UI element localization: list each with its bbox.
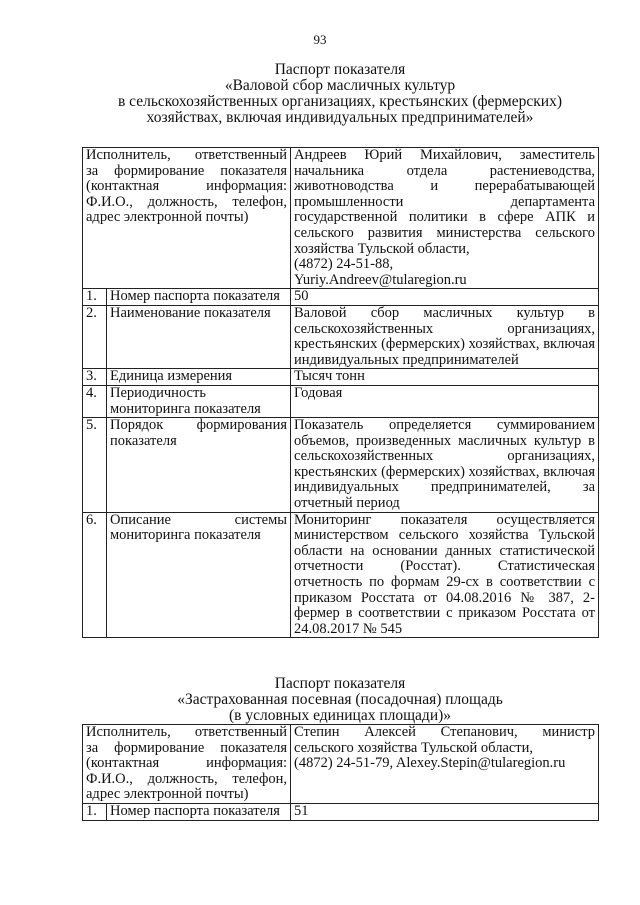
row-number: 4. [83, 385, 107, 417]
executor-label-line: за формирование показателя [86, 739, 288, 756]
executor-value-line: государственной политики в сфере АПК и [294, 209, 596, 226]
page-number: 93 [313, 32, 327, 47]
row-value: Годовая [291, 385, 599, 417]
title-line: Паспорт показателя [274, 675, 406, 692]
executor-value-line: животноводства и перерабатывающей [294, 178, 596, 195]
table-row [83, 289, 599, 306]
row-number: 1. [83, 803, 107, 820]
table-row [83, 418, 599, 513]
table-row [83, 305, 599, 368]
row-label: Наименование показателя [107, 305, 291, 368]
row-label: Описание системы мониторинга показателя [107, 512, 291, 638]
row-label: Номер паспорта показателя [107, 289, 291, 306]
table-row [83, 803, 599, 820]
executor-label-line: за формирование показателя [86, 162, 288, 179]
row-number: 1. [83, 289, 107, 306]
row-value: Тысяч тонн [291, 369, 599, 386]
row-value: Мониторинг показателя осуществляется министерством сельского хозяйства Тульской области на основании данных статистической отчетности (Росстат). Статистическая отчетность по формам 29-сх в соответствии с приказом Росстата от 04.08.2016 № 387, 2-фермер в соответствии с приказом Росстата от 24.08.2017 № 545 [291, 512, 599, 638]
executor-label-line: адрес электронной почты) [86, 209, 249, 226]
executor-label-line: (контактная информация: [86, 178, 288, 195]
title-line: (в условных единицах площади)» [228, 707, 452, 724]
executor-value [291, 725, 599, 804]
executor-label-line: адрес электронной почты) [86, 786, 249, 803]
executor-row [83, 725, 599, 804]
executor-label [83, 725, 291, 804]
title-line: в сельскохозяйственных организациях, крестьянских (фермерских) [117, 93, 562, 110]
table-row [83, 385, 599, 417]
executor-value-line: сельского развития министерства сельского [294, 224, 596, 241]
table-row [83, 369, 599, 386]
row-label: Периодичность мониторинга показателя [107, 385, 291, 417]
executor-label [83, 148, 291, 289]
table-row [83, 512, 599, 638]
executor-value-line: промышленности департамента [294, 193, 596, 210]
passport-1-title [60, 62, 620, 126]
row-number: 3. [83, 369, 107, 386]
row-label: Номер паспорта показателя [107, 803, 291, 820]
executor-value-line: Степин Алексей Степанович, министр [294, 724, 596, 740]
row-value: Валовой сбор масличных культур в сельскохозяйственных организациях, крестьянских (фермерских) хозяйствах, включая индивидуальных предпринимателей [291, 305, 599, 368]
executor-value-line: Андреев Юрий Михайлович, заместитель [294, 147, 596, 163]
title-line: «Валовой сбор масличных культур [224, 77, 456, 94]
executor-value-line: начальника отдела растениеводства, [294, 162, 596, 179]
executor-label-line: (контактная информация: [86, 755, 288, 772]
passport-2-title [60, 676, 620, 724]
executor-label-line: Ф.И.О., должность, телефон, [86, 193, 288, 210]
executor-label-line: Исполнитель, ответственный [86, 724, 288, 740]
passport-2-table [82, 724, 599, 821]
executor-label-line: Ф.И.О., должность, телефон, [86, 770, 288, 787]
executor-email: Yuriy.Andreev@tularegion.ru [294, 271, 467, 288]
row-number: 6. [83, 512, 107, 638]
executor-row [83, 148, 599, 289]
row-number: 2. [83, 305, 107, 368]
title-line: «Застрахованная посевная (посадочная) площадь [177, 691, 503, 708]
row-label: Порядок формирования показателя [107, 418, 291, 513]
row-value: 50 [291, 289, 599, 306]
executor-value [291, 148, 599, 289]
row-value: Показатель определяется суммированием объемов, произведенных масличных культур в сельскохозяйственных организациях, крестьянских (фермерских) хозяйствах, включая индивидуальных предпринимателей, за отчетный период [291, 418, 599, 513]
title-line: хозяйствах, включая индивидуальных предпринимателей» [146, 109, 534, 126]
row-value: 51 [291, 803, 599, 820]
executor-value-line: сельского хозяйства Тульской области, [294, 739, 534, 756]
passport-1-table [82, 147, 599, 638]
executor-value-line: хозяйства Тульской области, [294, 240, 470, 257]
row-label: Единица измерения [107, 369, 291, 386]
executor-value-line: (4872) 24-51-79, Alexey.Stepin@tularegion.ru [294, 755, 566, 772]
title-line: Паспорт показателя [274, 61, 406, 78]
row-number: 5. [83, 418, 107, 513]
executor-value-line: (4872) 24-51-88, [294, 256, 394, 273]
executor-label-line: Исполнитель, ответственный [86, 147, 288, 163]
